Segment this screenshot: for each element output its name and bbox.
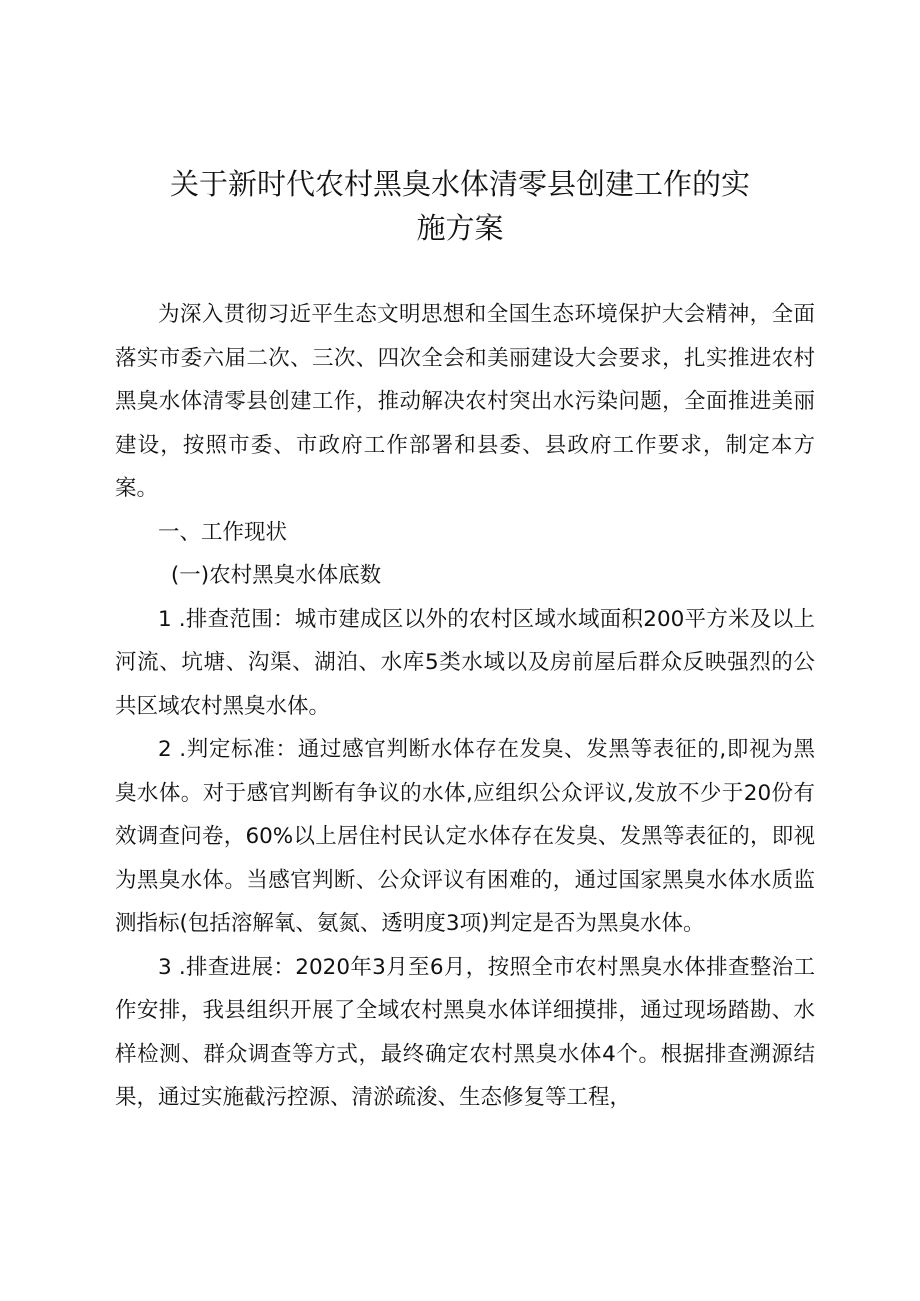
section-heading-1: 一、工作现状 [158,519,288,545]
item-paragraph-2: 2 .判定标准：通过感官判断水体存在发臭、发黑等表征的,即视为黑臭水体。对于感官判断有争议的水体,应组织公众评议,发放不少于20份有效调查问卷，60%以上居住村民认定水体存在发臭、发黑等表征的，即视为黑臭水体。当感官判断、公众评议有困难的，通过国家黑臭水体水质监测指标(包括溶解氧、氨氮、透明度3项)判定是否为黑臭水体。 [115,737,815,936]
document-title-line-1: 关于新时代农村黑臭水体清零县创建工作的实 [169,167,750,201]
document-title-line-2: 施方案 [416,211,504,245]
item-paragraph-1: 1 .排查范围：城市建成区以外的农村区域水域面积200平方米及以上河流、坑塘、沟渠、湖泊、水库5类水域以及房前屋后群众反映强烈的公共区域农村黑臭水体。 [115,606,815,719]
subsection-heading-1: (一)农村黑臭水体底数 [170,563,382,588]
document-body [115,293,815,1120]
item-paragraph-3: 3 .排查进展：2020年3月至6月，按照全市农村黑臭水体排查整治工作安排，我县组织开展了全域农村黑臭水体详细摸排，通过现场踏勘、水样检测、群众调查等方式，最终确定农村黑臭水体4个。根据排查溯源结果，通过实施截污控源、清淤疏浚、生态修复等工程， [115,954,815,1110]
intro-paragraph: 为深入贯彻习近平生态文明思想和全国生态环境保护大会精神，全面落实市委六届二次、三次、四次全会和美丽建设大会要求，扎实推进农村黑臭水体清零县创建工作，推动解决农村突出水污染问题，全面推进美丽建设，按照市委、市政府工作部署和县委、县政府工作要求，制定本方案。 [115,302,815,501]
